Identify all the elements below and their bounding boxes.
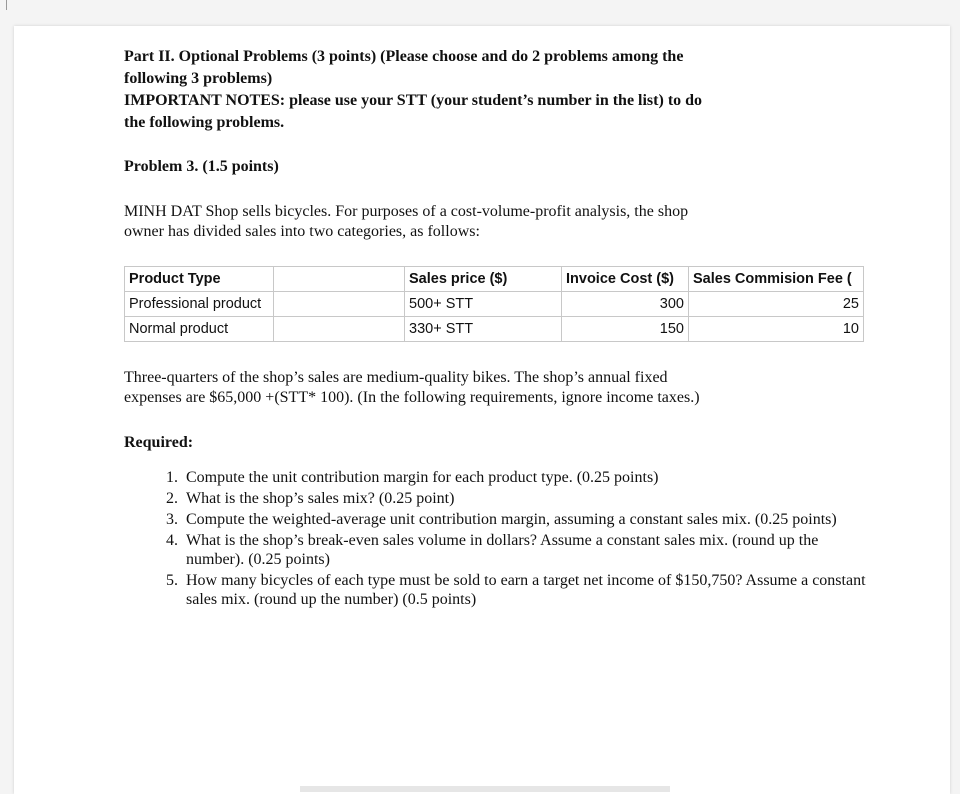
table-row bbox=[125, 292, 864, 317]
cell-commission-fee: 10 bbox=[689, 317, 864, 342]
problem-title: Problem 3. (1.5 points) bbox=[124, 158, 279, 175]
header-product-type: Product Type bbox=[125, 267, 274, 292]
heading-line-2: following 3 problems) bbox=[124, 70, 273, 87]
cell-blank bbox=[274, 317, 405, 342]
heading-line-4: the following problems. bbox=[124, 114, 285, 131]
intro-line-1: MINH DAT Shop sells bicycles. For purposes of a cost-volume-profit analysis, the shop bbox=[124, 203, 689, 220]
cell-sales-price: 500+ STT bbox=[405, 292, 562, 317]
list-item: 5. How many bicycles of each type must be sold to earn a target net income of $150,750? Assume a constant sales mix. (round up the number) (0.5 points) bbox=[182, 571, 872, 609]
cell-blank bbox=[274, 292, 405, 317]
list-item: 3. Compute the weighted-average unit contribution margin, assuming a constant sales mix. (0.25 points) bbox=[182, 510, 872, 529]
heading-line-1: Part II. Optional Problems (3 points) (Please choose and do 2 problems among the bbox=[124, 48, 684, 65]
intro-line-2: owner has divided sales into two categories, as follows: bbox=[124, 223, 480, 240]
header-commission-fee: Sales Commision Fee ( bbox=[689, 267, 864, 292]
table-row bbox=[125, 317, 864, 342]
cell-product-type: Normal product bbox=[125, 317, 274, 342]
header-sales-price: Sales price ($) bbox=[405, 267, 562, 292]
requirements-list bbox=[150, 468, 872, 611]
required-label: Required: bbox=[124, 434, 194, 451]
para2-line-2: expenses are $65,000 +(STT* 100). (In the following requirements, ignore income taxes.) bbox=[124, 389, 700, 406]
problem-intro bbox=[124, 202, 844, 242]
cell-sales-price: 330+ STT bbox=[405, 317, 562, 342]
header-blank bbox=[274, 267, 405, 292]
edge-mark bbox=[6, 0, 7, 10]
list-item: 1. Compute the unit contribution margin for each product type. (0.25 points) bbox=[182, 468, 872, 487]
list-item: 4. What is the shop’s break-even sales volume in dollars? Assume a constant sales mix. (round up the number). (0.25 points) bbox=[182, 531, 872, 569]
cell-product-type: Professional product bbox=[125, 292, 274, 317]
document-content bbox=[124, 46, 844, 242]
heading-line-3: IMPORTANT NOTES: please use your STT (your student’s number in the list) to do bbox=[124, 92, 703, 109]
header-invoice-cost: Invoice Cost ($) bbox=[562, 267, 689, 292]
table-header-row bbox=[125, 267, 864, 292]
para2-line-1: Three-quarters of the shop’s sales are medium-quality bikes. The shop’s annual fixed bbox=[124, 369, 668, 386]
cell-invoice-cost: 150 bbox=[562, 317, 689, 342]
cell-commission-fee: 25 bbox=[689, 292, 864, 317]
part-heading bbox=[124, 46, 844, 134]
cell-invoice-cost: 300 bbox=[562, 292, 689, 317]
sales-paragraph bbox=[124, 368, 844, 408]
list-item: 2. What is the shop’s sales mix? (0.25 point) bbox=[182, 489, 872, 508]
product-table bbox=[124, 266, 864, 342]
bottom-scroll-strip bbox=[300, 786, 670, 792]
